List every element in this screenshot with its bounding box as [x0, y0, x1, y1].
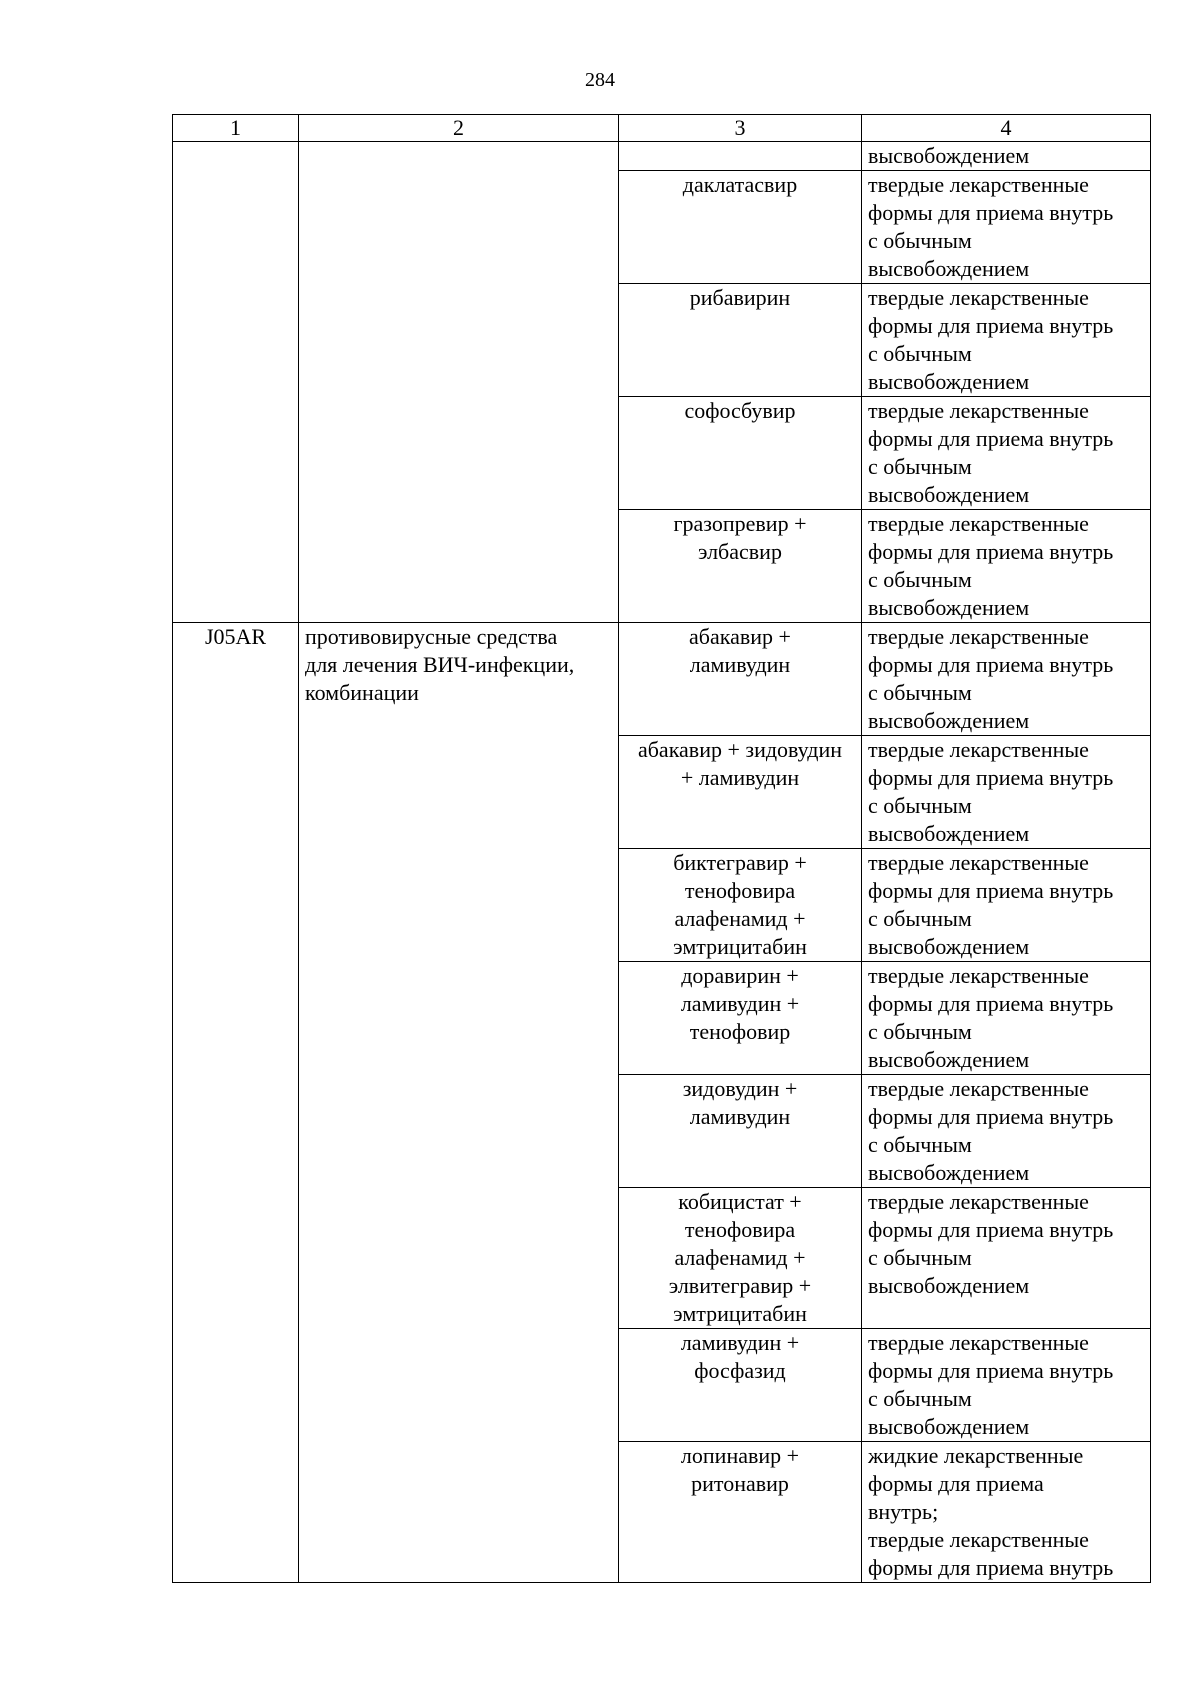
text-line: ламивудин — [689, 652, 791, 677]
text-line: с обычным — [868, 228, 972, 253]
text-line: биктегравир + — [673, 850, 807, 875]
dosage-form-cell — [862, 1075, 1151, 1188]
text-line: твердые лекарственные — [868, 850, 1089, 875]
text-line: тенофовира — [684, 878, 796, 903]
text-line: высвобождением — [868, 1047, 1030, 1072]
text-line: формы для приема внутрь — [868, 313, 1114, 338]
table-row — [173, 623, 1151, 736]
text-line: абакавир + — [689, 624, 791, 649]
dosage-form-cell — [862, 849, 1151, 962]
text-line: рибавирин — [689, 285, 791, 310]
text-line: внутрь; — [868, 1499, 939, 1524]
text-line: формы для приема внутрь — [868, 991, 1114, 1016]
drug-name-cell — [619, 736, 862, 849]
drug-table-body — [173, 115, 1151, 1583]
text-line: высвобождением — [868, 369, 1030, 394]
dosage-form-cell — [862, 736, 1151, 849]
dosage-form-cell — [862, 623, 1151, 736]
text-line: доравирин + — [681, 963, 799, 988]
text-line: алафенамид + — [674, 906, 806, 931]
text-line: высвобождением — [868, 1273, 1030, 1298]
text-line: алафенамид + — [674, 1245, 806, 1270]
column-header-4: 4 — [862, 115, 1151, 142]
text-line: противовирусные средства — [305, 624, 558, 649]
text-line: твердые лекарственные — [868, 172, 1089, 197]
text-line: ламивудин + — [680, 1330, 800, 1355]
text-line: ламивудин + — [680, 991, 800, 1016]
drug-name-cell — [619, 962, 862, 1075]
text-line: + ламивудин — [680, 765, 800, 790]
text-line: тенофовир — [689, 1019, 791, 1044]
dosage-form-cell — [862, 1329, 1151, 1442]
text-line: формы для приема внутрь — [868, 765, 1114, 790]
text-line: с обычным — [868, 454, 972, 479]
drug-name-cell — [619, 1329, 862, 1442]
group-name-cell — [299, 623, 619, 1583]
table-row — [173, 142, 1151, 171]
drug-name-cell — [619, 284, 862, 397]
text-line: с обычным — [868, 567, 972, 592]
text-line: элвитегравир + — [668, 1273, 812, 1298]
text-line: твердые лекарственные — [868, 511, 1089, 536]
text-line: формы для приема внутрь — [868, 426, 1114, 451]
text-line: высвобождением — [868, 143, 1030, 168]
drug-name-cell — [619, 623, 862, 736]
dosage-form-cell — [862, 171, 1151, 284]
text-line: с обычным — [868, 1019, 972, 1044]
drug-name-cell — [619, 171, 862, 284]
text-line: формы для приема внутрь — [868, 539, 1114, 564]
column-header-1: 1 — [173, 115, 299, 142]
text-line: зидовудин + — [682, 1076, 798, 1101]
text-line: твердые лекарственные — [868, 1076, 1089, 1101]
drug-name-cell — [619, 142, 862, 171]
dosage-form-cell — [862, 142, 1151, 171]
drug-table — [172, 114, 1151, 1583]
drug-name-cell — [619, 510, 862, 623]
text-line: высвобождением — [868, 821, 1030, 846]
text-line: твердые лекарственные — [868, 398, 1089, 423]
text-line: твердые лекарственные — [868, 285, 1089, 310]
text-line: с обычным — [868, 793, 972, 818]
text-line: высвобождением — [868, 482, 1030, 507]
text-line: жидкие лекарственные — [868, 1443, 1084, 1468]
text-line: эмтрицитабин — [673, 1301, 807, 1326]
text-line: твердые лекарственные — [868, 963, 1089, 988]
text-line: формы для приема внутрь — [868, 1555, 1114, 1580]
dosage-form-cell — [862, 1188, 1151, 1329]
text-line: формы для приема внутрь — [868, 652, 1114, 677]
table-header-row — [173, 115, 1151, 142]
atc-code-cell: J05AR — [173, 623, 299, 1583]
text-line: ритонавир — [691, 1471, 789, 1496]
text-line: твердые лекарственные — [868, 1330, 1089, 1355]
text-line: фосфазид — [694, 1358, 786, 1383]
text-line: формы для приема внутрь — [868, 1104, 1114, 1129]
text-line: с обычным — [868, 1132, 972, 1157]
dosage-form-cell — [862, 962, 1151, 1075]
text-line: для лечения ВИЧ-инфекции, — [305, 652, 575, 677]
text-line: формы для приема внутрь — [868, 1217, 1114, 1242]
text-line: софосбувир — [684, 398, 796, 423]
column-header-2: 2 — [299, 115, 619, 142]
text-line: с обычным — [868, 1386, 972, 1411]
text-line: формы для приема внутрь — [868, 878, 1114, 903]
text-line: гразопревир + — [673, 511, 807, 536]
drug-name-cell — [619, 849, 862, 962]
text-line: с обычным — [868, 906, 972, 931]
dosage-form-cell — [862, 1442, 1151, 1583]
text-line: твердые лекарственные — [868, 624, 1089, 649]
text-line: комбинации — [305, 680, 419, 705]
text-line: высвобождением — [868, 256, 1030, 281]
text-line: с обычным — [868, 341, 972, 366]
text-line: с обычным — [868, 680, 972, 705]
text-line: твердые лекарственные — [868, 737, 1089, 762]
text-line: лопинавир + — [680, 1443, 800, 1468]
text-line: высвобождением — [868, 708, 1030, 733]
text-line: тенофовира — [684, 1217, 796, 1242]
text-line: даклатасвир — [682, 172, 798, 197]
text-line: с обычным — [868, 1245, 972, 1270]
drug-name-cell — [619, 1075, 862, 1188]
group-name-cell — [299, 142, 619, 623]
text-line: высвобождением — [868, 1160, 1030, 1185]
drug-name-cell — [619, 1188, 862, 1329]
text-line: формы для приема внутрь — [868, 1358, 1114, 1383]
dosage-form-cell — [862, 510, 1151, 623]
text-line: формы для приема внутрь — [868, 200, 1114, 225]
dosage-form-cell — [862, 397, 1151, 510]
text-line: твердые лекарственные — [868, 1189, 1089, 1214]
text-line: высвобождением — [868, 595, 1030, 620]
drug-name-cell — [619, 1442, 862, 1583]
text-line: ламивудин — [689, 1104, 791, 1129]
text-line: кобицистат + — [678, 1189, 802, 1214]
page-number: 284 — [585, 69, 615, 91]
text-line: формы для приема — [868, 1471, 1044, 1496]
text-line: высвобождением — [868, 934, 1030, 959]
text-line: элбасвир — [698, 539, 782, 564]
text-line: абакавир + зидовудин — [637, 737, 843, 762]
text-line: твердые лекарственные — [868, 1527, 1089, 1552]
drug-name-cell — [619, 397, 862, 510]
code-cell — [173, 142, 299, 623]
column-header-3: 3 — [619, 115, 862, 142]
text-line: высвобождением — [868, 1414, 1030, 1439]
dosage-form-cell — [862, 284, 1151, 397]
text-line: эмтрицитабин — [673, 934, 807, 959]
